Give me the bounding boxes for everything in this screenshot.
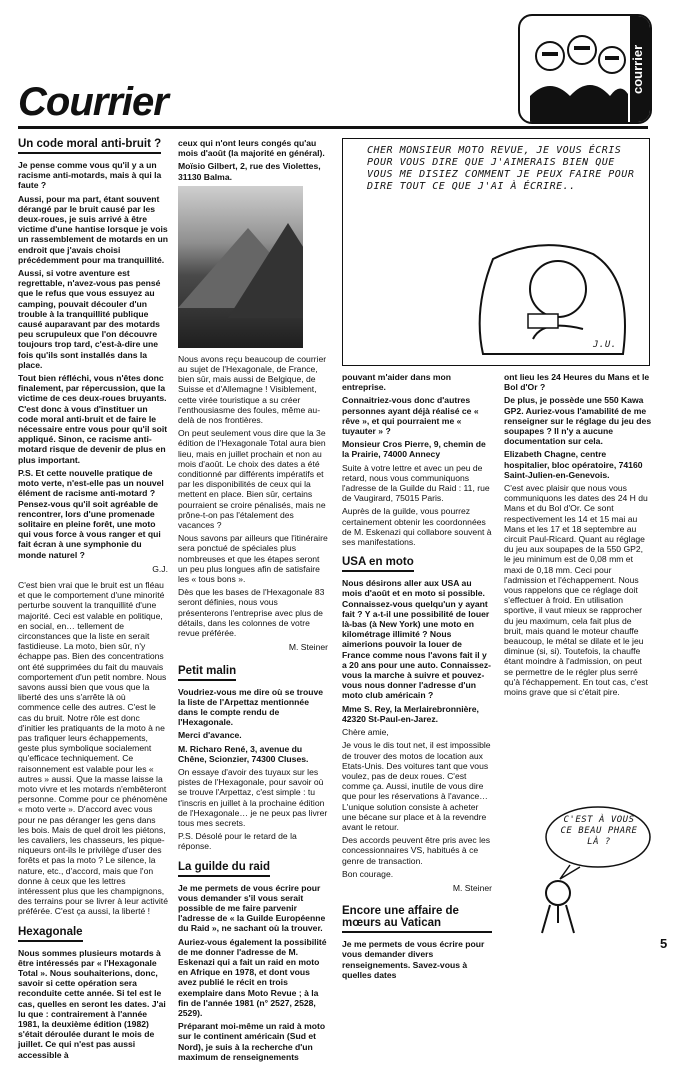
heading-vatican: Encore une affaire de mœurs au Vatican — [342, 905, 492, 933]
mountain-photo — [178, 186, 303, 348]
heading-usa-en-moto: USA en moto — [342, 556, 414, 572]
column-2 — [178, 138, 328, 1065]
signature: M. Steiner — [452, 882, 492, 893]
reply-paragraph: P.S. Désolé pour le retard de la réponse. — [178, 831, 297, 852]
column-3 — [342, 372, 492, 983]
column-1 — [18, 138, 168, 1063]
heading-code-moral: Un code moral anti-bruit ? — [18, 138, 161, 154]
reply-paragraph: Bon courage. — [342, 868, 394, 879]
letter-paragraph: Voudriez-vous me dire où se trouve la liste de l'Arpettaz mentionnée dans le compte rendu de l'Hexagonale. — [178, 686, 324, 728]
letter-paragraph: ont lieu les 24 Heures du Mans et le Bol d'Or ? — [504, 372, 650, 393]
letter-paragraph: Nous désirons aller aux USA au mois d'août et en moto si possible. Connaissez-vous quelqu'un y ayant fait ? Y a-t-il une possibilité de louer là-bas (à New York) une moto en kilométrage illimité ? Nous aimerions pouvoir la louer de France comme nous l'avons fait il y a 20 ans pour une auto. Connaissez-vous la marche à suivre et pouvez-vous nous donner l'adresse d'un moto club américain ? — [342, 578, 491, 701]
reply-paragraph: Je vous le dis tout net, il est impossible de trouver des motos de location aux Etats-Unis. Des voitures tant que vous voulez, pas de deux roues. C'est comme ça. Aussi, inutile de vous dire que pour les réservations à l'avance… L'unique solution consiste à acheter une bécane sur place et à la revendre avant le retour. — [342, 740, 491, 832]
signature: M. Richaro René, 3, avenue du Chêne, Scionzier, 74300 Cluses. — [178, 743, 309, 764]
letter-paragraph: Nous sommes plusieurs motards à être intéressés par « l'Hexagonale Total ». Nous souhaiterions, donc, savoir si cette opération sera reconduite cette année. Si tel est le cas, quelles en seront les dates. J'ai lu que : contrairement à l'année 1981, la deuxième édition (1982) s'était déroulée durant le mois de juillet. Ce qui n'est pas aussi accessible à — [18, 947, 166, 1060]
signature: G.J. — [152, 563, 168, 574]
reply-paragraph: On peut seulement vous dire que la 3e édition de l'Hexagonale Total aura bien lieu, mais en juillet prochain et non au mois d'août. Le choix des dates a été conditionné par différents impératifs et par les disponibilités de ceux qui la mettent en place. Bien sûr, certains pourraient se croire pénalisés, mais ne prône-t-on pas l'étalement des vacances ? — [178, 428, 326, 531]
letter-paragraph: Aussi, si votre aventure est regrettable, n'avez-vous pas pensé que le refus que vous essuyez au camping, pouvait découler d'un trouble à la tranquillité publique causé auparavant par des motards peu scrupuleux que l'on découvre toujours trop tard, c'est-à-dire une fois qu'ils sont installés dans la place. — [18, 268, 161, 370]
bubble-speech: C'EST À VOUS CE BEAU PHARE LÀ ? — [560, 815, 638, 847]
reply-paragraph: C'est avec plaisir que nous vous communiquons les dates des 24 H du Mans et du Bol d'Or. Ce sont respectivement les 14 et 15 mai au Mans et les 17 et 18 septembre au circuit Paul-Ricard. Quant au réglage du jeu aux soupapes de la 550 GP2, le jeu minimum est de 0,08 mm et maxi de 0,18 mm. Ceci pour l'admission et l'échappement. Nous vous rappelons que ce réglage doit s'effectuer à froid. En utilisation sportive, il vaut mieux se rapprocher du jeu maximum, cela fait plus de bruit, mais quand le moteur chauffe beaucoup, le métal se dilate et le jeu diminue (si, si). Toutefois, la chauffe étant moindre à l'admission, on peut se permettre de le régler plus serré qu'à l'échappement. En tout cas, c'est moins grave que si c'était pire. — [504, 483, 648, 698]
letter-paragraph: P.S. Et cette nouvelle pratique de moto verte, n'est-elle pas un nouvel élément de racisme anti-motard ? Pensez-vous qu'il soit agréable de rencontrer, lors d'une promenade solitaire en pleine forêt, une moto qui vous force à vous ranger et qui fait écran à une symphonie du monde naturel ? — [18, 467, 164, 560]
letter-paragraph: Auriez-vous également la possibilité de me donner l'adresse de M. Eskenazi qui a fait un raid en moto en Afrique en 1978, et dont vous avez publié le récit en trois exemplaire dans Moto Revue ; à la fin de l'année 1981 (n° 2527, 2528, 2529). — [178, 936, 327, 1018]
reply-paragraph: Nous avons reçu beaucoup de courrier au sujet de l'Hexagonale, de France, bien sûr, mais aussi de Belgique, de Suisse et d'Allemagne ! Visiblement, cette virée touristique a su créer l'enthousiasme des foules, même au-delà de nos frontières. — [178, 353, 327, 426]
reply-paragraph: On essaye d'avoir des tuyaux sur les pistes de l'Hexagonale, pour savoir où se trouve l'Arpettaz, c'est simple : tu t'inscris en juillet à la prochaine édition de l'Hexagonale… je ne peux pas livrer tous mes secrets. — [178, 766, 328, 828]
signature: Moïsio Gilbert, 2, rue des Violettes, 31130 Balma. — [178, 161, 321, 182]
reply-paragraph: Auprès de la guilde, vous pourrez certainement obtenir les coordonnées de M. Eskenazi qui collabore souvent à ses manifestations. — [342, 506, 492, 548]
letter-paragraph: Je pense comme vous qu'il y a un racisme anti-motards, mais à qui la faute ? — [18, 160, 162, 191]
reply-paragraph: Des accords peuvent être pris avec les concessionnaires VS, habitués à ce genre de transaction. — [342, 835, 491, 866]
page-title: Courrier — [18, 80, 168, 124]
signature: Mme S. Rey, la Merlairebronnière, 42320 St-Paul-en-Jarez. — [342, 703, 479, 724]
title-rule — [18, 126, 648, 129]
reply-paragraph: Dès que les bases de l'Hexagonale 83 seront définies, nous vous présenterons l'entreprise avec plus de détails, dans les colonnes de votre revue préférée. — [178, 587, 325, 639]
reply-paragraph: Chère amie, — [342, 727, 389, 738]
reply-paragraph: Nous savons par ailleurs que l'itinéraire sera ponctué de spéciales plus nombreuses et que les étapes seront un peu plus longues afin de satisfaire les « tous bons ». — [178, 533, 328, 585]
letter-paragraph: Je me permets de vous écrire pour vous demander divers renseignements. Savez-vous à quelles dates — [342, 939, 485, 980]
signature: Elizabeth Chagne, centre hospitalier, bloc opératoire, 74160 Saint-Julien-en-Genevois. — [504, 449, 643, 480]
section-tab: courrier — [630, 14, 652, 124]
letter-paragraph: Connaitriez-vous donc d'autres personnes ayant déjà réalisé ce « rêve », et qui pourraient me « tuyauter » ? — [342, 395, 479, 437]
heading-petit-malin: Petit malin — [178, 665, 236, 681]
signature: Monsieur Cros Pierre, 9, chemin de la Prairie, 74000 Annecy — [342, 439, 486, 460]
letter-paragraph: Aussi, pour ma part, étant souvent dérangé par le bruit causé par les deux-roues, je suis arrivé à être victime d'une hantise lorsque je vois un rassemblement de motards en un endroit que j'avais choisi précédemment pour ma tranquillité. — [18, 193, 168, 265]
letter-paragraph: pouvant m'aider dans mon entreprise. — [342, 372, 452, 393]
letter-paragraph: De plus, je possède une 550 Kawa GP2. Auriez-vous l'amabilité de me renseigner sur le réglage du jeu des soupapes ? Il n'y a aucune documentation sur cela. — [504, 395, 652, 447]
signature: M. Steiner — [288, 642, 328, 653]
letter-paragraph: Tout bien réfléchi, vous n'êtes donc finalement, par répercussion, que la victime de ces deux-roues bruyants. C'est donc à vous d'instituer un code moral anti-bruit et de faire le nécessaire entre vous pour qu'il soit appliqué. Sinon, ce racisme anti-motard risque de devenir de plus en plus important. — [18, 373, 168, 465]
heading-hexagonale: Hexagonale — [18, 926, 83, 942]
letter-paragraph: Préparant moi-même un raid à moto sur le continent américain (Sud et Nord), je suis à la recherche d'un maximum de renseignements — [178, 1021, 326, 1062]
reply-paragraph: C'est bien vrai que le bruit est un fléau et que le comportement d'une minorité perturbe souvent la tranquillité d'une majorité. Ceci est valable en politique, en social, en… tellement de circonstances que la liste en serait fastidieuse. La moto, bien sûr, n'y échappe pas. Bien des concentrations ont été supprimées du fait du mauvais comportement d'un petit nombre. Nous savons aussi bien que vous que la liberté des uns s'arrête là où commence celle des autres. C'est le cas du bruit. Notre rôle est donc d'initier les pratiquants de la moto à ne pas trafiquer leurs échappements, geste plus symbolique socialement qu'efficace techniquement. Ce raisonnement est valable pour les « autres » aussi. Que la masse laisse la moto vivre et les motards n'embêteront personne. Comme pour ce phénomène « moto verte ». D'accord avec vous pour ne pas déranger les gens dans les bois. Mais de quel droit les piétons, les cavaliers, les chasseurs, les pique-niqueurs ont-ils le privilège d'user des forêts et pas la moto ? Le silence, la nature, etc., d'accord, mais que l'on donne à ceux que les lettres intéressent plus que les champignons, des terrains pour se livrer à leur activité préférée. C'est ça aussi, la liberté ! — [18, 579, 168, 917]
page-number: 5 — [660, 936, 668, 951]
letter-paragraph: Merci d'avance. — [178, 730, 242, 741]
reply-paragraph: Suite à votre lettre et avec un peu de retard, nous vous communiquons l'adresse de la Guilde du Raid : 11, rue de Vaugirard, 75015 Paris. — [342, 462, 490, 504]
column-4 — [504, 372, 652, 700]
heading-guilde-du-raid: La guilde du raid — [178, 861, 270, 877]
letter-paragraph: Je me permets de vous écrire pour vous demander s'il vous serait possible de me faire parvenir l'adresse de « la Guilde Européenne du Raid », ne sachant où la trouver. — [178, 882, 326, 934]
header-illustration — [518, 14, 652, 124]
cartoon-signature: J.U. — [593, 340, 617, 350]
cartoon-panel — [342, 138, 650, 366]
cartoon-speech: CHER MONSIEUR MOTO REVUE, JE VOUS ÉCRIS POUR VOUS DIRE QUE J'AIMERAIS BIEN QUE VOUS ME DISIEZ COMMENT JE PEUX FAIRE POUR DIRE TOUT CE QUE J'AI À ÉCRIRE.. — [367, 145, 635, 192]
letter-paragraph: ceux qui n'ont leurs congés qu'au mois d'août (la majorité en général). — [178, 138, 325, 159]
bubble-cartoon — [520, 805, 655, 935]
